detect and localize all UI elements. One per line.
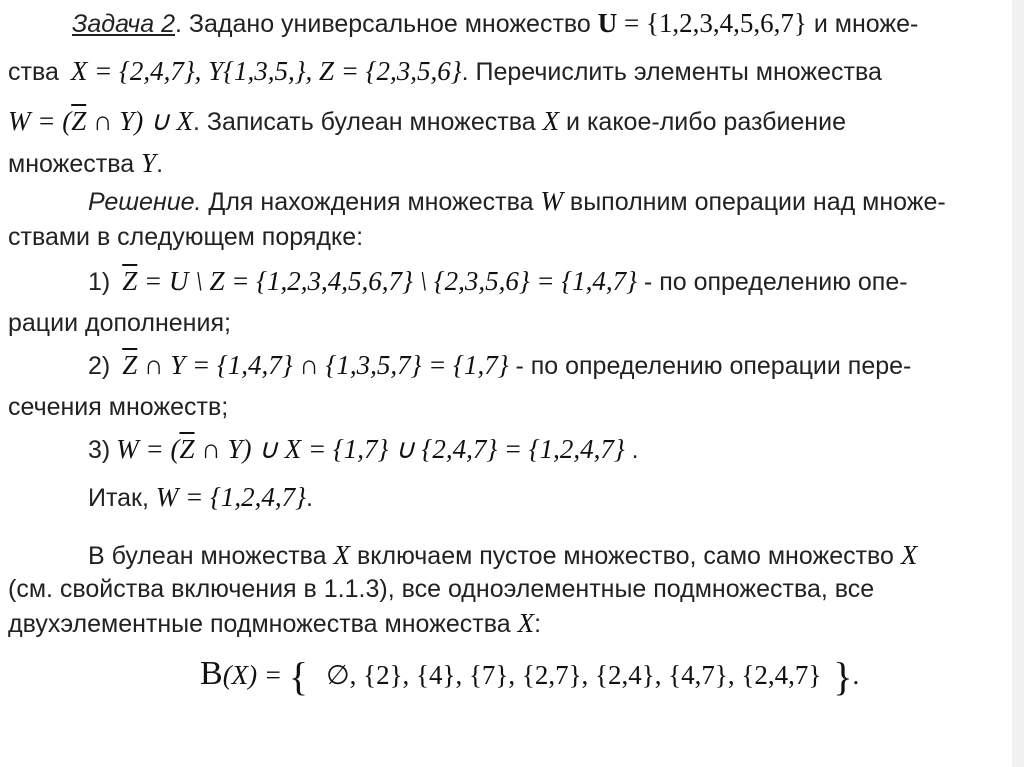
task-line1-tail: и множе-	[806, 10, 919, 38]
solution-line1-w: W	[540, 186, 563, 216]
step3-number: 3)	[88, 436, 111, 464]
step-2-continuation	[8, 392, 228, 422]
w-definition-prefix: W = (	[8, 106, 72, 136]
universal-set: = {1,2,3,4,5,6,7}	[617, 8, 807, 38]
step3-end: .	[624, 436, 639, 464]
boolean-line1-text: В булеан множества	[88, 542, 334, 570]
step-1-continuation	[8, 308, 231, 338]
task-sets-definition: X = {2,4,7}, Y{1,3,5,}, Z = {2,3,5,6}	[70, 56, 462, 86]
open-brace: {	[288, 654, 309, 699]
result-formula: W = {1,2,4,7}	[155, 482, 306, 512]
solution-label: Решение.	[88, 188, 202, 216]
solution-line1-tail: выполним операции над множе-	[562, 188, 946, 216]
step-2	[88, 350, 911, 381]
step1-cont: рации дополнения;	[8, 309, 231, 337]
result-text: Итак,	[88, 484, 156, 512]
task-line-2	[8, 56, 882, 87]
step1-formula: = U \ Z = {1,2,3,4,5,6,7} \ {2,3,5,6} = {1,4,7}	[137, 266, 637, 296]
step2-formula: ∩ Y = {1,4,7} ∩ {1,3,5,7} = {1,7}	[137, 350, 509, 380]
boolean-symbol: B	[200, 655, 223, 692]
step1-number: 1)	[88, 268, 111, 296]
step1-z-complement: $\overline{Z}$	[122, 266, 138, 296]
task-line3-tail: . Записать булеан множества	[193, 108, 543, 136]
boolean-line1-x: X	[333, 540, 351, 570]
boolean-line-3	[8, 608, 541, 639]
task-line-3	[8, 106, 846, 137]
solution-line2-text: ствами в следующем порядке:	[8, 223, 364, 251]
boolean-line3-x: X	[517, 608, 535, 638]
close-brace: }	[833, 654, 853, 699]
result-end: .	[305, 484, 313, 512]
boolean-line3-text: двухэлементные подмножества множества	[8, 610, 518, 638]
power-set-elements: ∅, {2}, {4}, {7}, {2,7}, {2,4}, {4,7}, {2,4,7}	[326, 660, 822, 690]
task-line4-text: множества	[8, 150, 142, 178]
boolean-line1-x2: X	[900, 540, 918, 570]
step2-tail: - по определению операции пере-	[508, 352, 912, 380]
boolean-line-2	[8, 574, 874, 604]
solution-line-2	[8, 222, 363, 252]
result-line	[88, 482, 313, 513]
z-complement: $\overline{Z}$	[71, 106, 87, 136]
step3-prefix: W = (	[116, 434, 180, 464]
solution-line-1	[88, 186, 946, 217]
task-line2-tail: . Перечислить элементы множества	[461, 58, 882, 86]
task-line3-end: и какое-либо разбиение	[559, 108, 846, 136]
w-definition-suffix: ∩ Y) ∪ X	[86, 106, 193, 136]
solution-line1-text: Для нахождения множества	[201, 188, 541, 216]
power-set-formula	[200, 652, 859, 699]
boolean-line-1	[88, 540, 917, 571]
task-label: Задача 2	[72, 10, 175, 38]
right-edge-band	[1012, 0, 1024, 767]
task-line2-text: ства	[8, 58, 59, 86]
step-3	[88, 434, 639, 465]
task-line4-end: .	[156, 150, 164, 178]
step1-tail: - по определению опе-	[636, 268, 908, 296]
task-line-1	[72, 8, 918, 39]
task-line4-y: Y	[141, 148, 157, 178]
formula-arg: (X) =	[222, 660, 289, 690]
step2-number: 2)	[88, 352, 111, 380]
step-1	[88, 266, 908, 297]
universal-set-symbol: U	[597, 8, 618, 38]
task-line1-text: . Задано универсальное множество	[175, 10, 598, 38]
boolean-line2-text: (см. свойства включения в 1.1.3), все одноэлементные подмножества, все	[8, 575, 875, 603]
task-line-4	[8, 148, 163, 179]
boolean-line1-mid: включаем пустое множество, само множество	[350, 542, 901, 570]
step3-formula: ∩ Y) ∪ X = {1,7} ∪ {2,4,7} = {1,2,4,7}	[194, 434, 625, 464]
step3-z-complement: $\overline{Z}$	[179, 434, 195, 464]
boolean-line3-end: :	[534, 610, 542, 638]
step2-z-complement: $\overline{Z}$	[122, 350, 138, 380]
step2-cont: сечения множеств;	[8, 393, 229, 421]
task-line3-x: X	[542, 106, 560, 136]
formula-end: .	[852, 660, 860, 690]
